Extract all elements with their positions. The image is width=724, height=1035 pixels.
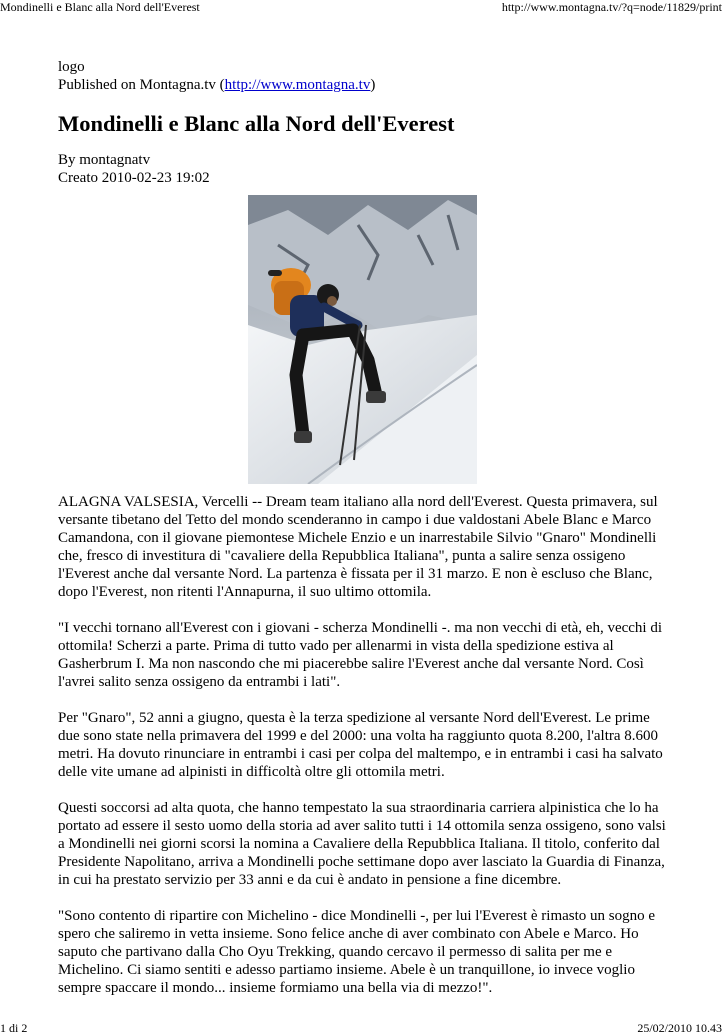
print-header-title: Mondinelli e Blanc alla Nord dell'Everest	[0, 0, 200, 14]
published-prefix: Published on Montagna.tv (	[58, 77, 225, 93]
article-paragraph: Per "Gnaro", 52 anni a giugno, questa è la terza spedizione al versante Nord dell'Everest. Le prime due sono state nella primavera del 1999 e del 2000: una volta ha raggiunto quota 8.200, l'altra 8.600 metri. Ha dovuto rinunciare in entrambi i casi per colpa del maltempo, e in entrambi i casi ha salvato delle vite umane ad alpinisti in difficoltà oltre gli ottomila metri.	[58, 710, 663, 780]
created-date: Creato 2010-02-23 19:02	[58, 170, 210, 186]
climber-photo	[248, 195, 477, 484]
published-line	[58, 76, 668, 94]
article-paragraph: ALAGNA VALSESIA, Vercelli -- Dream team italiano alla nord dell'Everest. Questa primavera, sul versante tibetano del Tetto del mondo scenderanno in campo i due valdostani Abele Blanc e Marco Camandona, con il giovane piemontese Michele Enzio e un inarrestabile Silvio "Gnaro" Mondinelli che, fresco di investitura di "cavaliere della Repubblica Italiana", punta a salire senza ossigeno l'Everest anche dal versante Nord. La partenza è fissata per il 31 marzo. E non è escluso che Blanc, dopo l'Everest, non ritenti l'Annapurna, il suo ultimo ottomila.	[58, 494, 658, 600]
logo-text: logo	[58, 59, 85, 75]
article-paragraph: "I vecchi tornano all'Everest con i giovani - scherza Mondinelli -. ma non vecchi di età, eh, vecchi di ottomila! Scherzi a parte. Prima di tutto vado per allenarmi in vista della spedizione estiva al Gasherbrum I. Ma non nascondo che mi piacerebbe salire l'Everest anche dal versante Nord. Così l'avrei salito senza ossigeno da entrambi i lati".	[58, 620, 663, 690]
print-header-url: http://www.montagna.tv/?q=node/11829/print	[501, 0, 722, 14]
article-paragraph: "Sono contento di ripartire con Michelino - dice Mondinelli -, per lui l'Everest è rimasto un sogno e spero che saliremo in vetta insieme. Sono felice anche di aver combinato con Abele e Marco. Ho saputo che partivano dalla Cho Oyu Trekking, quando cercavo il permesso di salita per me e Michelino. Ci siamo sentiti e adesso partiamo insieme. Abele è un tranquillone, io invece voglio sempre spaccare il mondo... insieme formiamo una bella via di mezzo!".	[58, 908, 656, 996]
site-link[interactable]: http://www.montagna.tv	[224, 77, 371, 93]
page-count: 1 di 2	[0, 1021, 28, 1035]
article-title: Mondinelli e Blanc alla Nord dell'Everest	[58, 111, 455, 136]
byline: By montagnatv	[58, 152, 151, 168]
page-content	[58, 58, 668, 1015]
article-paragraph: Questi soccorsi ad alta quota, che hanno tempestato la sua straordinaria carriera alpinistica che lo ha portato ad essere il sesto uomo della storia ad aver salito tutti i 14 ottomila senza ossigeno, sono valsi a Mondinelli nei giorni scorsi la nomina a Cavaliere della Repubblica Italiana. Il titolo, conferito dal Presidente Napolitano, arriva a Mondinelli poche settimane dopo aver lasciato la Guardia di Finanza, in cui ha prestato servizio per 33 anni e da cui è andato in pensione a fine dicembre.	[58, 800, 666, 888]
article-body	[58, 493, 668, 997]
published-suffix: )	[370, 77, 376, 93]
print-datetime: 25/02/2010 10.43	[637, 1021, 722, 1035]
